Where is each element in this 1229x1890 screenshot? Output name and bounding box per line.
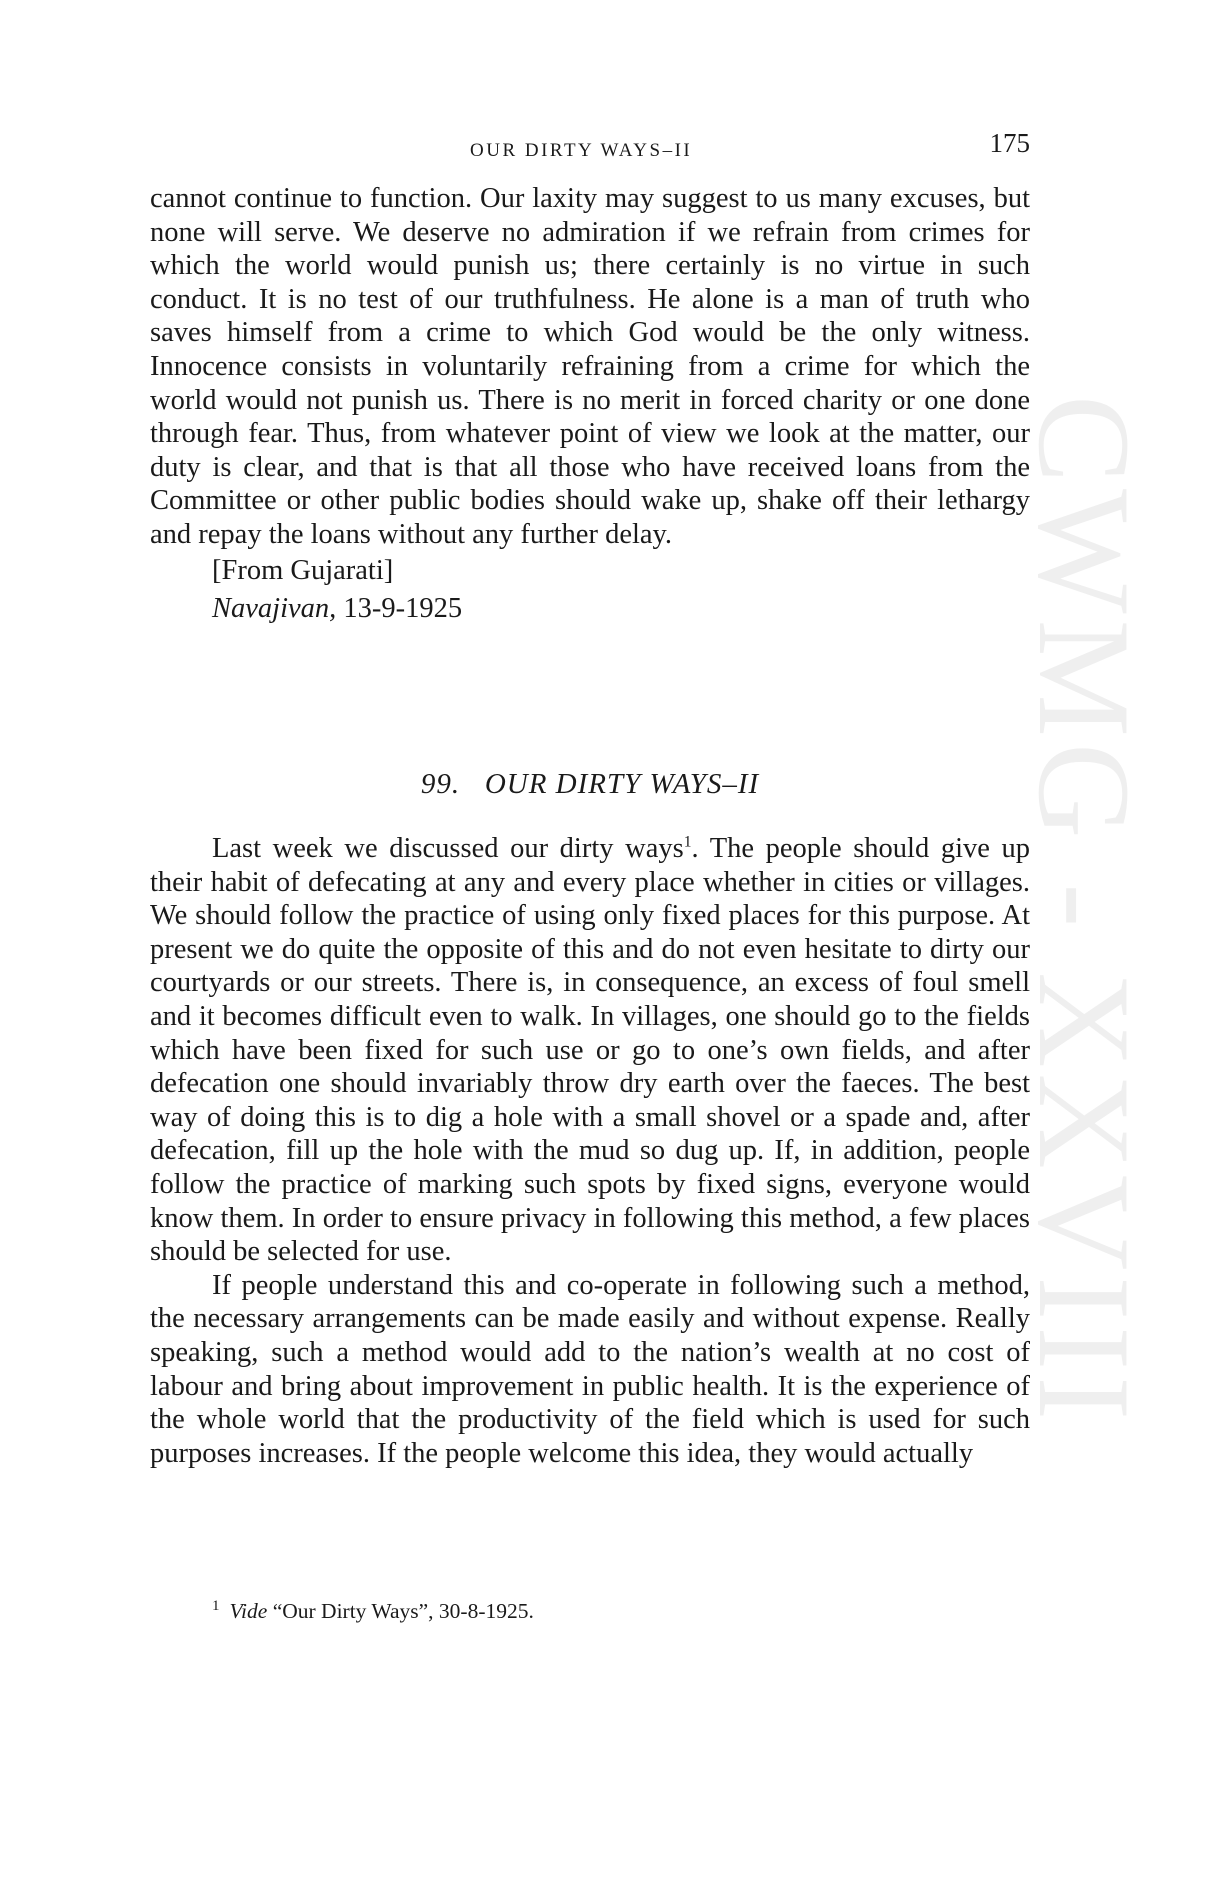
running-head <box>150 128 1030 168</box>
previous-article-end <box>150 182 1030 628</box>
paragraph <box>150 832 1030 1269</box>
footnote-reference[interactable]: 1 <box>683 833 692 851</box>
source-date: 13-9-1925 <box>343 592 463 624</box>
paragraph-text: . The people should give up their habit of defecating at any and every place whether in cities or villages. We should follow the practice of using only fixed places for this purpose. At present we do quite the opposite of this and do not even hesitate to dirty our courtyards or our streets. There is, in consequence, an excess of foul smell and it becomes difficult even to walk. In villages, one should go to the fields which have been fixed for such use or go to one’s own fields, and after defecation one should invariably throw dry earth over the faeces. The best way of doing this is to dig a hole with a small shovel or a spade and, after defecation, fill up the hole with the mud so dug up. If, in addition, people follow the practice of marking such spots by fixed signs, everyone would know them. In order to ensure privacy in following this method, a few places should be selected for use. <box>150 833 1030 1268</box>
paragraph-text: Last week we discussed our dirty ways <box>212 833 684 864</box>
watermark-text: CWMG - XXVIII <box>1011 395 1158 1427</box>
footnote <box>212 1598 534 1624</box>
source-note: [From Gujarati] <box>212 554 394 586</box>
article-title-text: OUR DIRTY WAYS–II <box>484 768 760 800</box>
footnote-text: “Our Dirty Ways”, 30-8-1925. <box>272 1599 534 1624</box>
article-body <box>150 832 1030 1470</box>
article-title <box>150 768 1030 801</box>
footnote-mark: 1 <box>212 1598 220 1614</box>
source-citation <box>150 590 1030 628</box>
article-number: 99. <box>420 768 461 800</box>
footnote-vide: Vide <box>229 1599 268 1624</box>
watermark <box>1011 395 1158 1505</box>
paragraph: cannot continue to function. Our laxity may suggest to us many excuses, but none will serve. We deserve no admiration if we refrain from crimes for which the world would punish us; there certainly is no virtue in such conduct. It is no test of our truthfulness. He alone is a man of truth who saves himself from a crime to which God would be the only witness. Innocence consists in voluntarily refraining from a crime for which the world would not punish us. There is no merit in forced charity or one done through fear. Thus, from whatever point of view we look at the matter, our duty is clear, and that is that all those who have received loans from the Committee or other public bodies should wake up, shake off their lethargy and repay the loans without any further delay. <box>150 183 1030 550</box>
paragraph: If people understand this and co-operate in following such a method, the necessary arrangements can be made easily and without expense. Really speaking, such a method would add to the nation’s wealth at no cost of labour and bring about improvement in public health. It is the experience of the whole world that the productivity of the field which is used for such purposes increases. If the people welcome this idea, they would actually <box>150 1269 1030 1469</box>
page-number: 175 <box>989 128 1030 158</box>
running-title: OUR DIRTY WAYS–II <box>470 140 693 161</box>
source-publication: Navajivan, <box>212 592 337 624</box>
